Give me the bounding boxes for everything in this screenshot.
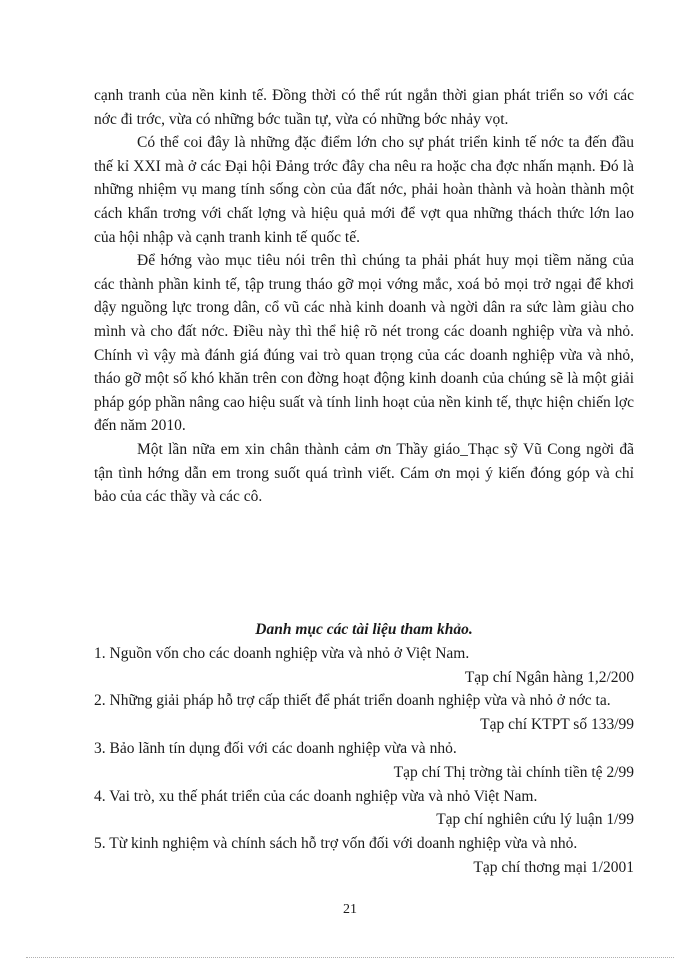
paragraph: Có thể coi đây là những đặc điểm lớn cho sự phát triển kinh tế nớc ta đến đầu thế kỉ XXI mà ở các Đại hội Đảng trớc đây cha nêu ra hoặc cha đợc nhấn mạnh. Đó là những nhiệm vụ mang tính sống còn của đất nớc, phải hoàn thành và hoàn thành một cách khẩn trơng với chất lợng và hiệu quả mới để vợt qua những thách thức lớn lao của hội nhập và cạnh tranh kinh tế quốc tế. [94,134,634,246]
paragraph: cạnh tranh của nền kinh tế. Đồng thời có thể rút ngắn thời gian phát triển so với các nớc đi trớc, vừa có những bớc tuần tự, vừa có những bớc nhảy vọt. [94,87,634,128]
paragraph: Một lần nữa em xin chân thành cảm ơn Thầy giáo_Thạc sỹ Vũ Cong ngời đã tận tình hớng dẫn em trong suốt quá trình viết. Cám ơn mọi ý kiến đóng góp và chỉ bảo của các thầy và các cô. [94,440,634,506]
page-bottom-divider [26,957,674,958]
reference-title: 4. Vai trò, xu thế phát triển của các doanh nghiệp vừa và nhỏ Việt Nam. [94,787,538,805]
paragraph: Để hớng vào mục tiêu nói trên thì chúng ta phải phát huy mọi tiềm năng của các thành phần kinh tế, tập trung tháo gỡ mọi vớng mắc, xoá bỏ mọi trở ngại để khơi dậy nguồng lực trong dân, cổ vũ các nhà kinh doanh và ngời dân ra sức làm giàu cho mình và cho đất nớc. Điều này thì thể hiệ rõ nét trong các doanh nghiệp vừa và nhỏ. Chính vì vậy mà đánh giá đúng vai trò quan trọng của các doanh nghiệp vừa và nhỏ, tháo gỡ một số khó khăn trên con đờng hoạt động kinh doanh của chúng sẽ là một giải pháp góp phần nâng cao hiệu suất và tính linh hoạt của nền kinh tế, thực hiện chiến lợc đến năm 2010. [94,252,634,435]
reference-title: 1. Nguồn vốn cho các doanh nghiệp vừa và nhỏ ở Việt Nam. [94,644,470,662]
references-title: Danh mục các tài liệu tham khảo. [255,621,473,638]
reference-title: 2. Những giải pháp hỗ trợ cấp thiết để phát triển doanh nghiệp vừa và nhỏ ở nớc ta. [94,692,611,710]
reference-title: 3. Bảo lãnh tín dụng đối với các doanh nghiệp vừa và nhỏ. [94,739,457,757]
reference-source: Tạp chí Ngân hàng 1,2/200 [464,668,634,686]
reference-source: Tạp chí Thị trờng tài chính tiền tệ 2/99 [393,763,634,781]
reference-source: Tạp chí nghiên cứu lý luận 1/99 [436,811,634,829]
page-number: 21 [343,902,357,917]
body-text [94,84,634,509]
references-section [94,618,634,880]
reference-source: Tạp chí KTPT số 133/99 [480,716,634,734]
reference-title: 5. Từ kinh nghiệm và chính sách hỗ trợ vốn đối với doanh nghiệp vừa và nhỏ. [94,835,578,853]
reference-source: Tạp chí thơng mại 1/2001 [473,858,634,876]
